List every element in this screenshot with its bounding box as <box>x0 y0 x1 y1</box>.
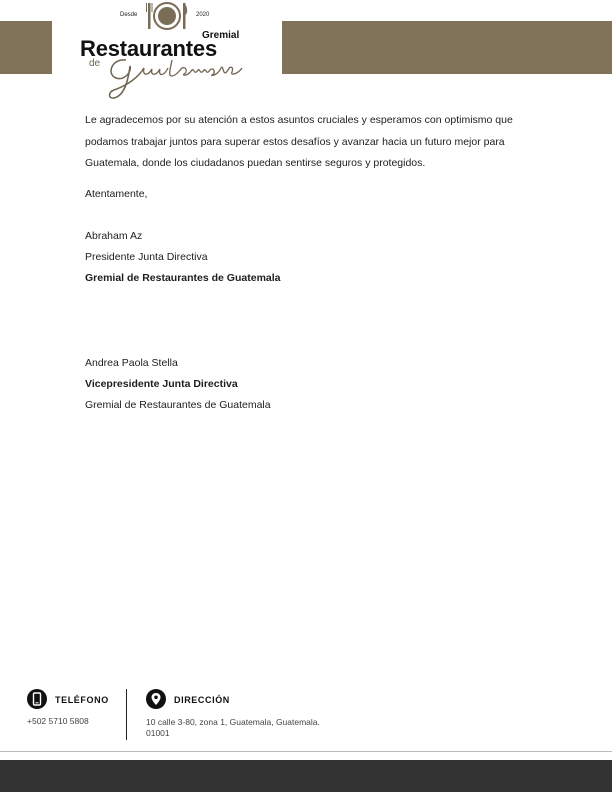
plate-cutlery-icon <box>144 1 190 31</box>
phone-label: TELÉFONO <box>55 695 109 705</box>
organization-logo <box>52 0 282 108</box>
footer-rule <box>0 751 612 752</box>
signatory-2-title: Vicepresidente Junta Directiva <box>85 378 238 390</box>
logo-line-gremial: Gremial <box>202 30 240 41</box>
logo-line-de: de <box>89 58 101 69</box>
address-line-1: 10 calle 3-80, zona 1, Guatemala, Guatemala. <box>146 717 320 727</box>
logo-since-year: 2020 <box>196 12 210 18</box>
header-band-left <box>0 21 52 74</box>
logo-script-guatemala <box>102 52 252 102</box>
signatory-1-name: Abraham Az <box>85 230 143 242</box>
footer-bar <box>0 760 612 792</box>
logo-since-label: Desde <box>120 12 138 18</box>
signatory-1-title: Presidente Junta Directiva <box>85 251 208 263</box>
signatory-2-org: Gremial de Restaurantes de Guatemala <box>85 399 271 411</box>
location-pin-icon <box>146 689 166 709</box>
address-label: DIRECCIÓN <box>174 695 230 705</box>
closing-salutation: Atentamente, <box>85 188 148 200</box>
footer-divider <box>126 689 127 740</box>
signatory-1-org: Gremial de Restaurantes de Guatemala <box>85 272 281 284</box>
phone-number: +502 5710 5808 <box>27 716 89 726</box>
address-line-2: 01001 <box>146 728 170 738</box>
closing-paragraph: Le agradecemos por su atención a estos asuntos cruciales y esperamos con optimismo que podamos trabajar juntos para superar estos desafíos y avanzar hacia un futuro mejor para Guatemala, donde los ciudadanos puedan sentirse seguros y protegidos. <box>85 114 513 169</box>
signatory-2-name: Andrea Paola Stella <box>85 357 178 369</box>
logo-line-restaurantes: Restaurantes <box>80 36 217 61</box>
header-band-right <box>282 21 612 74</box>
phone-icon <box>27 689 47 709</box>
